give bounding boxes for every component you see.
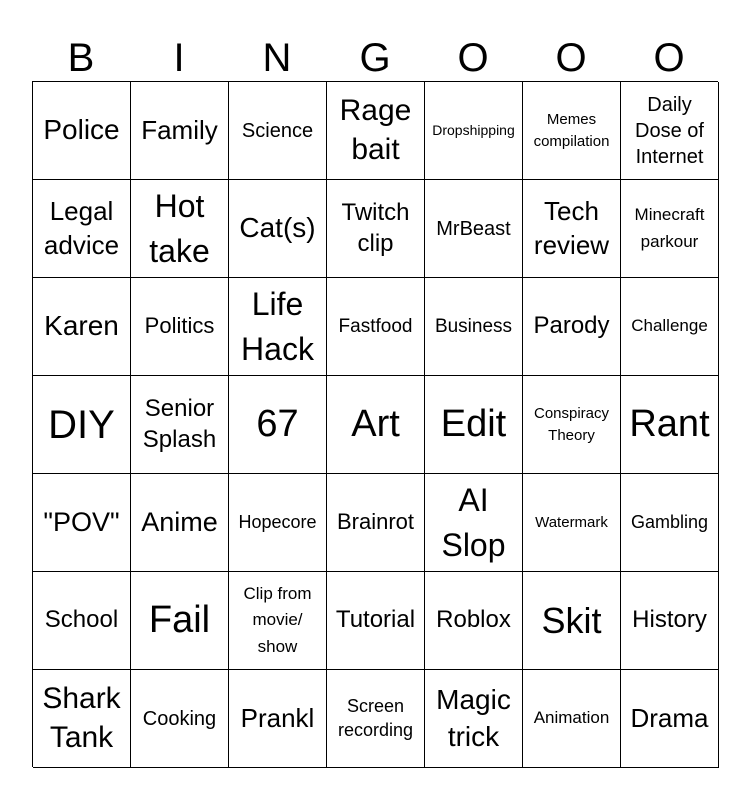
cell-text: Senior Splash: [142, 394, 217, 453]
cell-text: Politics: [144, 313, 215, 339]
cell-text: Challenge: [631, 316, 708, 336]
bingo-cell[interactable]: [621, 278, 719, 376]
cell-text: Tech review: [533, 196, 610, 260]
bingo-cell[interactable]: [33, 180, 131, 278]
cell-text: Police: [43, 114, 120, 146]
bingo-cell[interactable]: [131, 278, 229, 376]
header-letter: G: [359, 36, 391, 80]
cell-text: Animation: [533, 708, 610, 728]
bingo-cell[interactable]: [425, 474, 523, 572]
cell-text: Edit: [440, 402, 507, 445]
cell-text: Life Hack: [241, 286, 314, 367]
bingo-cell[interactable]: [621, 82, 719, 180]
cell-text: Watermark: [535, 513, 608, 531]
bingo-cell[interactable]: [327, 180, 425, 278]
bingo-cell[interactable]: [621, 474, 719, 572]
bingo-cell[interactable]: [621, 572, 719, 670]
bingo-cell[interactable]: [33, 670, 131, 768]
bingo-cell[interactable]: [33, 376, 131, 474]
bingo-cell[interactable]: [523, 82, 621, 180]
cell-text: Conspiracy Theory: [533, 404, 610, 444]
cell-text: Legal advice: [43, 196, 120, 260]
cell-text: Art: [351, 402, 400, 445]
cell-text: Rant: [629, 402, 710, 445]
bingo-cell[interactable]: [327, 474, 425, 572]
cell-text: Screen recording: [337, 696, 414, 740]
bingo-cell[interactable]: [327, 278, 425, 376]
bingo-cell[interactable]: [425, 572, 523, 670]
bingo-cell[interactable]: [523, 180, 621, 278]
bingo-cell[interactable]: [131, 670, 229, 768]
header-letter: I: [173, 36, 185, 80]
bingo-cell[interactable]: [229, 82, 327, 180]
header-letter: O: [457, 36, 489, 80]
cell-text: Twitch clip: [341, 198, 410, 257]
bingo-cell[interactable]: [131, 376, 229, 474]
cell-text: Tutorial: [335, 606, 416, 634]
cell-text: School: [44, 606, 119, 634]
bingo-cell[interactable]: [131, 572, 229, 670]
bingo-cell[interactable]: [229, 572, 327, 670]
cell-text: Karen: [44, 310, 119, 342]
cell-text: Magic trick: [436, 684, 511, 752]
bingo-cell[interactable]: [425, 278, 523, 376]
cell-text: Cat(s): [239, 212, 316, 244]
header-letter: B: [67, 36, 95, 80]
cell-text: AI Slop: [441, 482, 506, 563]
bingo-cell[interactable]: [131, 180, 229, 278]
bingo-header: [32, 34, 718, 82]
bingo-cell[interactable]: [327, 670, 425, 768]
bingo-cell[interactable]: [229, 376, 327, 474]
bingo-cell[interactable]: [523, 474, 621, 572]
bingo-cell[interactable]: [33, 572, 131, 670]
cell-text: 67: [256, 402, 299, 445]
bingo-cell[interactable]: [621, 376, 719, 474]
cell-text: Fastfood: [338, 315, 413, 337]
cell-text: Family: [141, 114, 218, 145]
cell-text: Minecraft parkour: [634, 205, 705, 251]
cell-text: Clip from movie/ show: [243, 583, 312, 656]
cell-text: Hopecore: [238, 511, 317, 532]
bingo-cell[interactable]: [523, 376, 621, 474]
bingo-cell[interactable]: [327, 572, 425, 670]
header-letter: N: [262, 36, 292, 80]
bingo-cell[interactable]: [33, 278, 131, 376]
bingo-cell[interactable]: [425, 670, 523, 768]
bingo-cell[interactable]: [621, 670, 719, 768]
bingo-cell[interactable]: [229, 278, 327, 376]
cell-text: DIY: [48, 402, 115, 447]
bingo-cell[interactable]: [229, 670, 327, 768]
cell-text: Prankl: [240, 702, 315, 733]
cell-text: Shark Tank: [42, 682, 121, 754]
cell-text: MrBeast: [436, 217, 511, 240]
cell-text: Cooking: [142, 707, 217, 730]
bingo-cell[interactable]: [425, 376, 523, 474]
cell-text: Gambling: [630, 511, 709, 532]
cell-text: Fail: [148, 598, 211, 641]
bingo-cell[interactable]: [425, 180, 523, 278]
cell-text: Roblox: [436, 606, 511, 634]
cell-text: Drama: [630, 702, 709, 733]
cell-text: Hot take: [149, 188, 210, 269]
bingo-cell[interactable]: [523, 278, 621, 376]
bingo-cell[interactable]: [33, 474, 131, 572]
cell-text: Brainrot: [336, 509, 415, 535]
bingo-cell[interactable]: [327, 376, 425, 474]
bingo-cell[interactable]: [523, 572, 621, 670]
cell-text: Memes compilation: [533, 110, 610, 150]
cell-text: Anime: [141, 506, 218, 537]
bingo-cell[interactable]: [621, 180, 719, 278]
bingo-cell[interactable]: [131, 474, 229, 572]
cell-text: Parody: [533, 312, 610, 340]
bingo-cell[interactable]: [523, 670, 621, 768]
bingo-card-grid: [32, 81, 718, 767]
header-letter: O: [555, 36, 587, 80]
cell-text: Business: [434, 315, 513, 337]
cell-text: Science: [241, 119, 314, 142]
cell-text: Rage bait: [339, 94, 412, 166]
bingo-cell[interactable]: [425, 82, 523, 180]
bingo-cell[interactable]: [229, 474, 327, 572]
header-letter: O: [653, 36, 685, 80]
cell-text: Daily Dose of Internet: [635, 93, 704, 168]
cell-text: Skit: [541, 599, 602, 641]
cell-text: History: [632, 606, 707, 634]
cell-text: Dropshipping: [432, 122, 515, 139]
bingo-cell[interactable]: [229, 180, 327, 278]
bingo-cell[interactable]: [327, 82, 425, 180]
bingo-cell[interactable]: [131, 82, 229, 180]
cell-text: "POV": [43, 506, 120, 537]
bingo-cell[interactable]: [33, 82, 131, 180]
